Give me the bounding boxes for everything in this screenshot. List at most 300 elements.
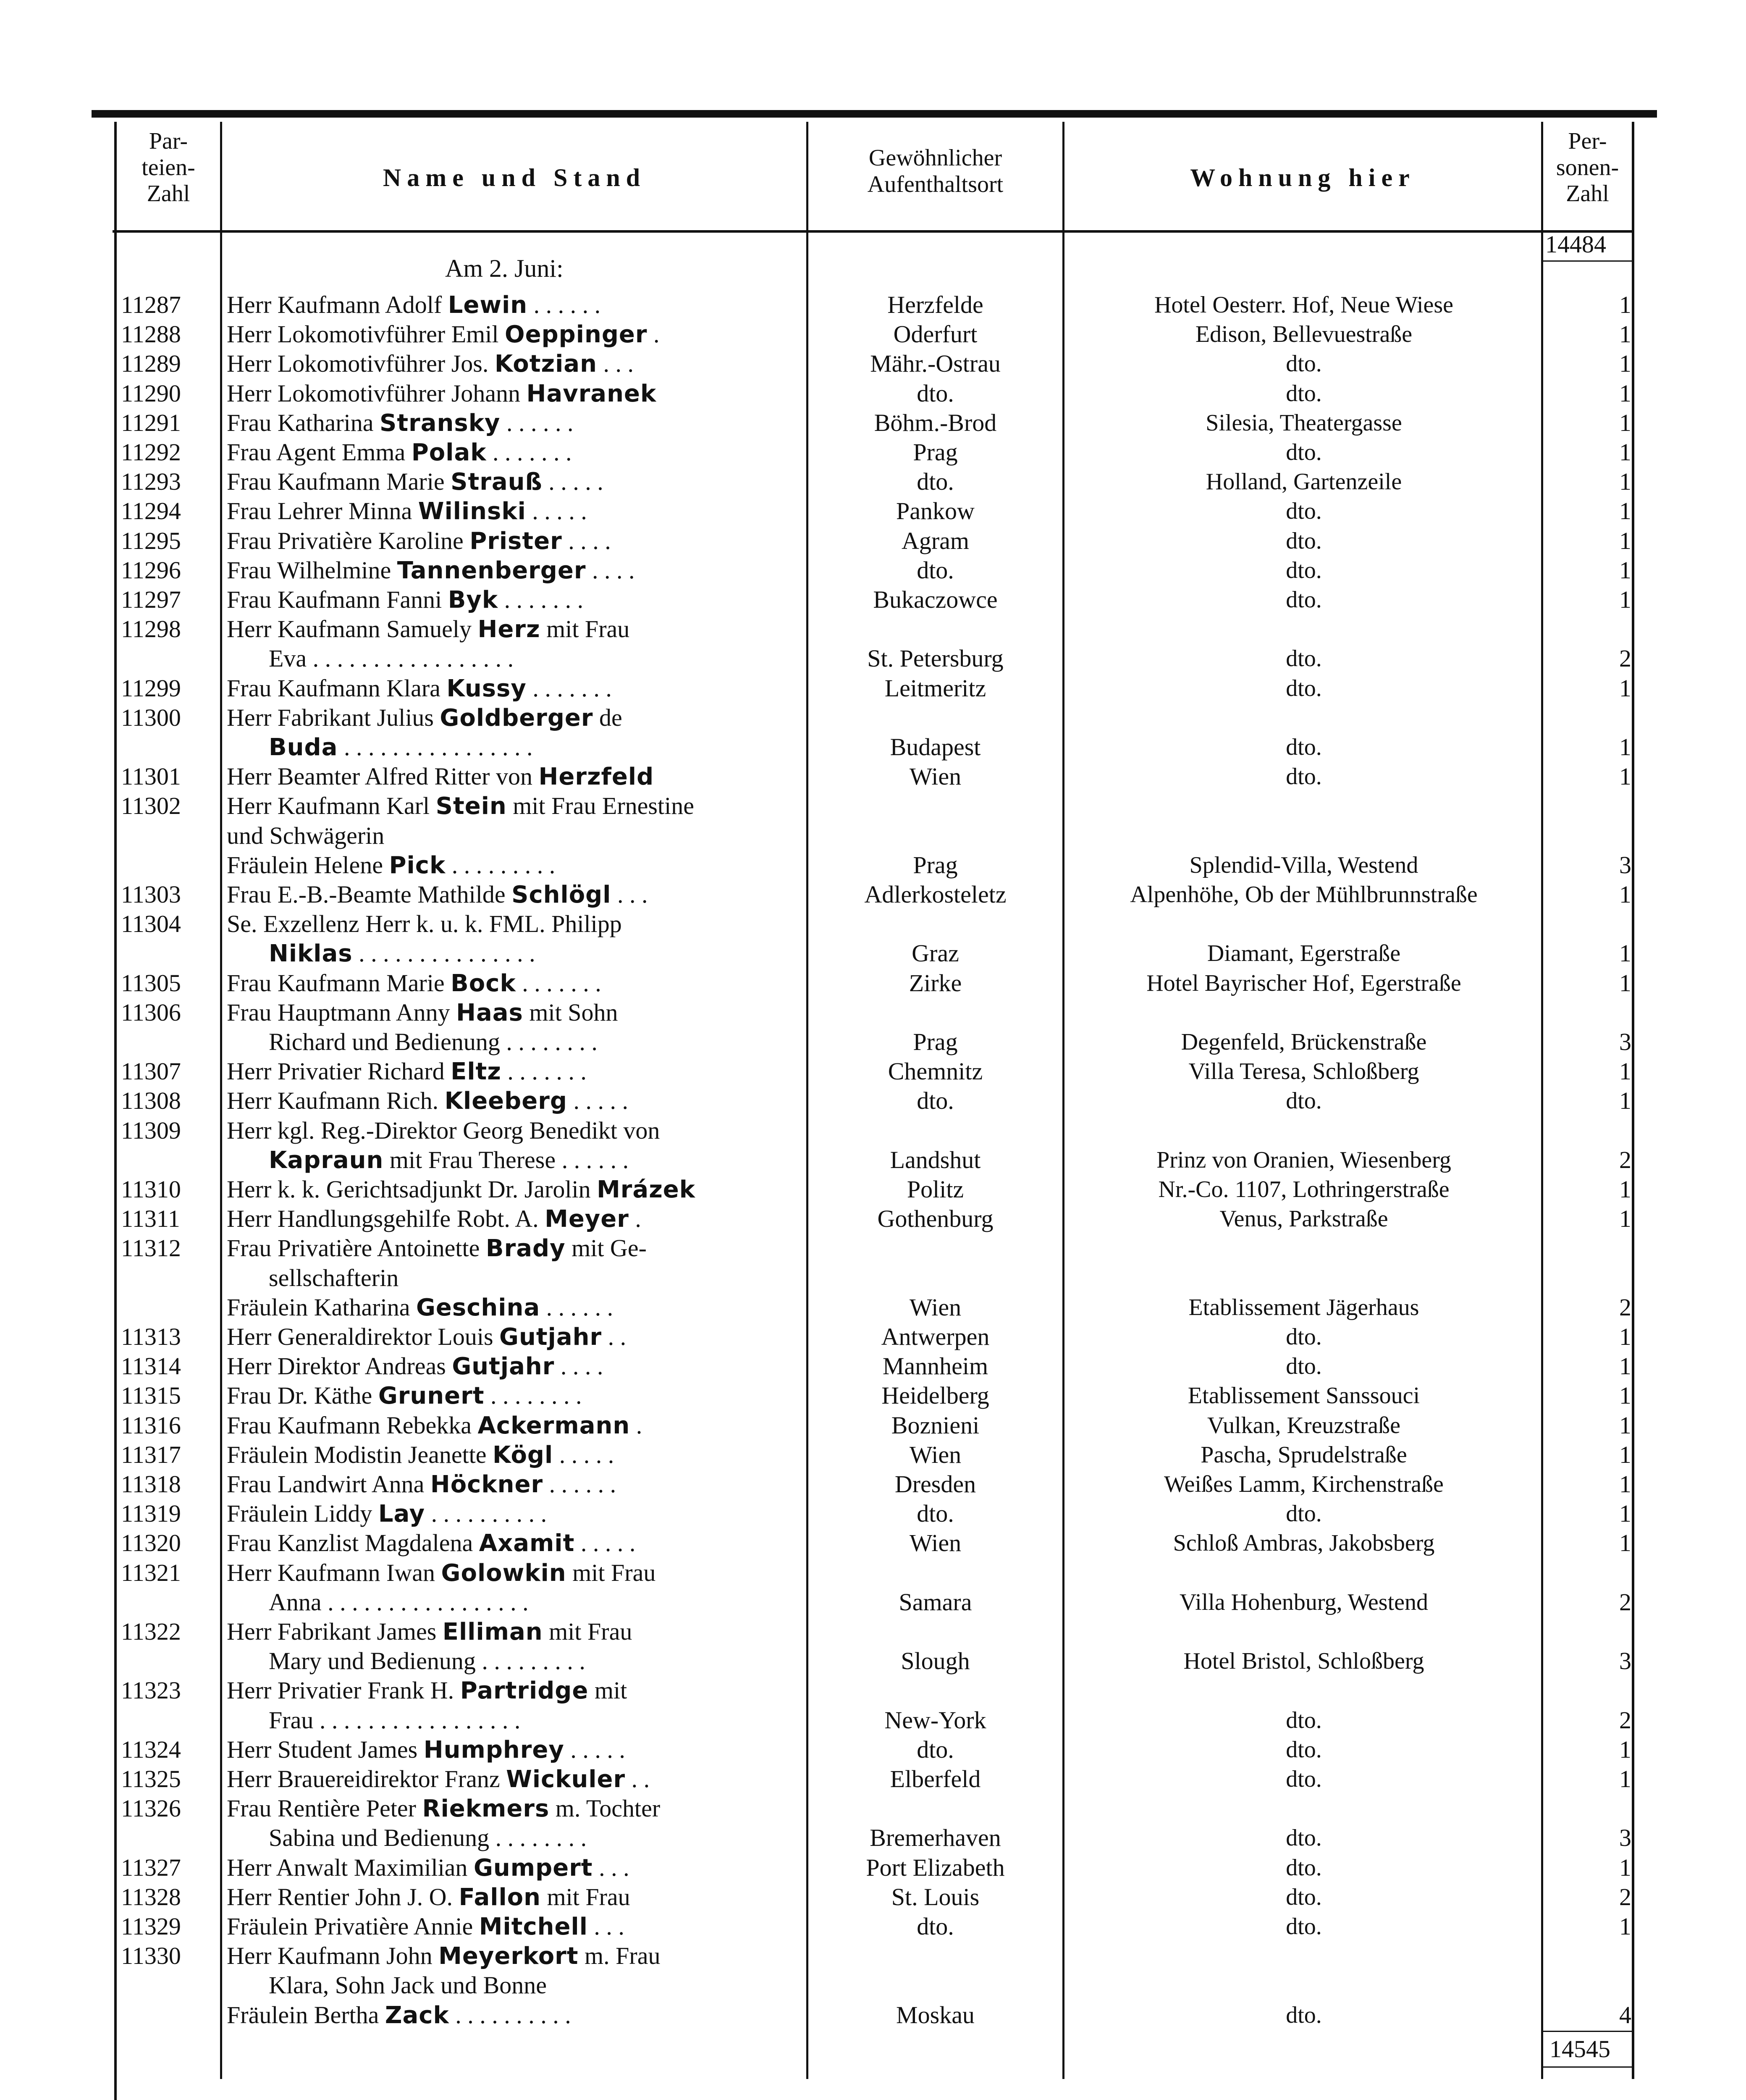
surname: Haas bbox=[456, 999, 523, 1026]
entry-text: Herr Privatier Richard bbox=[227, 1058, 451, 1085]
origin-place: Bremerhaven bbox=[870, 1824, 1001, 1852]
origin-place: Leitmeritz bbox=[884, 674, 986, 702]
entry-text: Frau Hauptmann Anny bbox=[227, 998, 456, 1026]
entry-name-line bbox=[227, 290, 802, 320]
lodging-place: Hotel Oesterr. Hof, Neue Wiese bbox=[1154, 292, 1454, 318]
entry-text: Herr Direktor Andreas bbox=[227, 1352, 452, 1380]
surname: Kussy bbox=[446, 675, 527, 702]
party-number: 11291 bbox=[121, 409, 181, 436]
entry-name-line bbox=[227, 1351, 802, 1382]
entry-name-line bbox=[227, 998, 802, 1028]
lodging-place: dto. bbox=[1286, 675, 1322, 701]
entry-text-suffix: . . . bbox=[597, 350, 634, 378]
entry-name-line bbox=[269, 1027, 802, 1057]
origin-place: dto. bbox=[917, 1087, 954, 1115]
entry-text: Herr Beamter Alfred Ritter von bbox=[227, 763, 539, 790]
surname: Niklas bbox=[269, 940, 353, 968]
party-number: 11324 bbox=[121, 1735, 181, 1763]
party-number: 11327 bbox=[121, 1853, 181, 1881]
surname: Byk bbox=[448, 586, 498, 614]
origin-place: Zirke bbox=[909, 969, 962, 997]
origin-place: Slough bbox=[901, 1647, 970, 1675]
lodging-place: Hotel Bayrischer Hof, Egerstraße bbox=[1146, 970, 1461, 996]
entry-name-line bbox=[227, 467, 802, 497]
origin-place: dto. bbox=[917, 1500, 954, 1528]
entry-text: Fräulein Modistin Jeanette bbox=[227, 1441, 493, 1468]
entry-text: Frau Kanzlist Magdalena bbox=[227, 1529, 479, 1557]
surname: Kapraun bbox=[269, 1146, 384, 1174]
entry-text: Fräulein Liddy bbox=[227, 1500, 378, 1528]
lodging-place: Etablissement Sanssouci bbox=[1188, 1383, 1420, 1409]
entry-name-line bbox=[227, 1853, 802, 1883]
lodging-place: Holland, Gartenzeile bbox=[1206, 469, 1402, 495]
origin-place: Prag bbox=[913, 438, 958, 466]
header-personen-zahl: Per- sonen- Zahl bbox=[1556, 128, 1619, 207]
party-number: 11296 bbox=[121, 556, 181, 584]
entry-text: Herr Fabrikant James bbox=[227, 1618, 443, 1645]
lodging-place: dto. bbox=[1286, 646, 1322, 672]
surname: Herz bbox=[477, 616, 540, 643]
party-number: 11298 bbox=[121, 615, 181, 643]
origin-place: Oderfurt bbox=[893, 320, 978, 348]
person-count: 1 bbox=[1619, 1352, 1631, 1380]
lodging-place: dto. bbox=[1286, 1736, 1322, 1763]
origin-place: Wien bbox=[909, 763, 962, 790]
person-count: 1 bbox=[1619, 969, 1631, 997]
carry-in-total: 14484 bbox=[1545, 231, 1606, 258]
lodging-place: Alpenhöhe, Ob der Mühlbrunnstraße bbox=[1130, 882, 1478, 908]
entry-text-suffix: . . . bbox=[592, 1853, 629, 1881]
entry-text: Mary und Bedienung . . . . . . . . . bbox=[269, 1647, 585, 1675]
person-count: 1 bbox=[1619, 881, 1631, 908]
origin-place: St. Petersburg bbox=[867, 645, 1004, 672]
entry-name-line bbox=[227, 555, 802, 586]
entry-text-suffix: . . . . . . bbox=[527, 291, 601, 318]
origin-place: dto. bbox=[917, 556, 954, 584]
entry-text: Frau Katharina bbox=[227, 409, 380, 436]
lodging-place: dto. bbox=[1286, 734, 1322, 760]
column-rule-left bbox=[114, 122, 117, 2100]
surname: Lewin bbox=[448, 291, 528, 319]
surname: Buda bbox=[269, 734, 338, 761]
entry-text-suffix: . bbox=[647, 320, 660, 348]
party-number: 11309 bbox=[121, 1116, 181, 1144]
lodging-place: Villa Teresa, Schloßberg bbox=[1188, 1058, 1419, 1085]
entry-text-suffix: . . . . bbox=[562, 527, 611, 554]
entry-name-line bbox=[269, 1145, 802, 1176]
header-aufenthaltsort: Gewöhnlicher Aufenthaltsort bbox=[867, 145, 1004, 197]
lodging-place: Diamant, Egerstraße bbox=[1207, 940, 1401, 967]
entry-text-suffix: . . . . . . . . . . . . . . . bbox=[352, 940, 535, 967]
person-count: 1 bbox=[1619, 1765, 1631, 1793]
entry-text-suffix: . . . . . bbox=[574, 1529, 636, 1557]
lodging-place: Venus, Parkstraße bbox=[1219, 1206, 1388, 1232]
person-count: 4 bbox=[1619, 2001, 1631, 2029]
person-count: 3 bbox=[1619, 1647, 1631, 1675]
entry-text: Herr kgl. Reg.-Direktor Georg Benedikt von bbox=[227, 1116, 660, 1144]
party-number: 11312 bbox=[121, 1234, 181, 1262]
entry-name-line bbox=[269, 1705, 802, 1735]
entry-text: Herr Student James bbox=[227, 1735, 424, 1763]
surname: Kögl bbox=[493, 1441, 553, 1469]
entry-text-suffix: m. Tochter bbox=[549, 1795, 661, 1822]
origin-place: Elberfeld bbox=[890, 1765, 981, 1793]
entry-text-suffix: . . . . . bbox=[567, 1087, 628, 1115]
person-count: 1 bbox=[1619, 1411, 1631, 1439]
person-count: 2 bbox=[1619, 645, 1631, 672]
party-number: 11319 bbox=[121, 1500, 181, 1528]
entry-name-line bbox=[227, 1764, 802, 1795]
origin-place: Wien bbox=[909, 1441, 962, 1468]
party-number: 11301 bbox=[121, 763, 181, 790]
entry-text: Eva . . . . . . . . . . . . . . . . . bbox=[269, 645, 514, 672]
origin-place: Agram bbox=[901, 527, 970, 554]
party-number: 11306 bbox=[121, 998, 181, 1026]
entry-text: Herr Kaufmann John bbox=[227, 1942, 439, 1970]
party-number: 11314 bbox=[121, 1352, 181, 1380]
entry-text: Frau Kaufmann Klara bbox=[227, 674, 447, 702]
entry-name-line bbox=[227, 1233, 802, 1264]
date-line: Am 2. Juni: bbox=[445, 255, 564, 282]
entry-name-line bbox=[227, 1116, 802, 1146]
party-number: 11288 bbox=[121, 320, 181, 348]
surname: Gumpert bbox=[473, 1854, 593, 1882]
entry-text-suffix: . . bbox=[625, 1765, 650, 1793]
origin-place: St. Louis bbox=[891, 1883, 980, 1911]
origin-place: dto. bbox=[917, 379, 954, 407]
surname: Riekmers bbox=[422, 1795, 550, 1823]
surname: Polak bbox=[411, 439, 487, 466]
entry-name-line bbox=[227, 1292, 802, 1323]
origin-place: Wien bbox=[909, 1293, 962, 1321]
origin-place: Politz bbox=[907, 1176, 964, 1203]
party-number: 11330 bbox=[121, 1942, 181, 1970]
entry-text: Richard und Bedienung . . . . . . . . bbox=[269, 1028, 598, 1055]
surname: Goldberger bbox=[440, 704, 593, 732]
surname: Höckner bbox=[430, 1471, 543, 1498]
lodging-place: dto. bbox=[1286, 2002, 1322, 2028]
entry-text: Herr Brauereidirektor Franz bbox=[227, 1765, 506, 1793]
party-number: 11297 bbox=[121, 586, 181, 613]
lodging-place: dto. bbox=[1286, 528, 1322, 554]
entry-text-suffix: mit Frau bbox=[541, 1883, 630, 1911]
entry-name-line bbox=[227, 2000, 802, 2031]
surname: Lay bbox=[378, 1500, 425, 1528]
entry-name-line bbox=[227, 1558, 802, 1588]
entry-text: und Schwägerin bbox=[227, 822, 385, 849]
party-number: 11295 bbox=[121, 527, 181, 554]
party-number: 11308 bbox=[121, 1087, 181, 1115]
entry-text: Herr Generaldirektor Louis bbox=[227, 1323, 500, 1350]
entry-name-line bbox=[227, 1617, 802, 1647]
entry-name-line bbox=[269, 1587, 802, 1617]
entry-text: Herr Fabrikant Julius bbox=[227, 704, 440, 731]
entry-text: sellschafterin bbox=[269, 1264, 399, 1292]
entry-text-suffix: . . . bbox=[611, 881, 648, 908]
entry-text: Herr Anwalt Maximilian bbox=[227, 1853, 474, 1881]
entry-text: Herr Lokomotivführer Jos. bbox=[227, 350, 495, 378]
entry-text-suffix: mit Frau Therese . . . . . . bbox=[383, 1146, 629, 1173]
surname: Golowkin bbox=[441, 1559, 566, 1587]
person-count: 1 bbox=[1619, 1087, 1631, 1115]
entry-name-line bbox=[227, 1381, 802, 1411]
person-count: 1 bbox=[1619, 1176, 1631, 1203]
person-count: 2 bbox=[1619, 1293, 1631, 1321]
party-number: 11318 bbox=[121, 1470, 181, 1498]
entry-text: Herr Kaufmann Karl bbox=[227, 792, 436, 820]
lodging-place: Vulkan, Kreuzstraße bbox=[1207, 1412, 1400, 1438]
person-count: 1 bbox=[1619, 1735, 1631, 1763]
entry-name-line bbox=[269, 1823, 802, 1853]
entry-text-suffix: . . . . . . . bbox=[501, 1058, 587, 1085]
entry-text: Herr Lokomotivführer Emil bbox=[227, 320, 505, 348]
origin-place: Boznieni bbox=[891, 1411, 980, 1439]
entry-name-line bbox=[227, 1735, 802, 1765]
person-count: 1 bbox=[1619, 674, 1631, 702]
lodging-place: dto. bbox=[1286, 1088, 1322, 1114]
surname: Ackermann bbox=[477, 1412, 630, 1439]
entry-name-line bbox=[227, 349, 802, 379]
entry-text: Frau Kaufmann Marie bbox=[227, 969, 451, 997]
entry-name-line bbox=[269, 1646, 802, 1676]
entry-text-suffix: . . . . . . . . bbox=[484, 1382, 582, 1410]
party-number: 11329 bbox=[121, 1913, 181, 1940]
person-count: 2 bbox=[1619, 1146, 1631, 1173]
surname: Fallon bbox=[459, 1883, 541, 1911]
party-number: 11325 bbox=[121, 1765, 181, 1793]
origin-place: Antwerpen bbox=[881, 1323, 990, 1350]
entry-text: Frau Privatière Karoline bbox=[227, 527, 470, 554]
party-number: 11289 bbox=[121, 350, 181, 378]
entry-text: Herr k. k. Gerichtsadjunkt Dr. Jarolin bbox=[227, 1176, 597, 1203]
entry-text: Herr Rentier John J. O. bbox=[227, 1883, 459, 1911]
entry-text-suffix: . . . . . bbox=[564, 1735, 625, 1763]
surname: Humphrey bbox=[423, 1736, 564, 1764]
entry-text: Frau . . . . . . . . . . . . . . . . . bbox=[269, 1706, 521, 1734]
entry-name-line bbox=[227, 791, 802, 822]
entry-text: Frau Dr. Käthe bbox=[227, 1382, 378, 1410]
lodging-place: dto. bbox=[1286, 439, 1322, 465]
person-count: 1 bbox=[1619, 1500, 1631, 1528]
entry-text-suffix: . . . . . . . . . . bbox=[449, 2001, 571, 2029]
person-count: 1 bbox=[1619, 763, 1631, 790]
surname: Mitchell bbox=[479, 1913, 588, 1940]
entry-text-suffix: . . . . bbox=[554, 1352, 603, 1380]
entry-text: Frau Kaufmann Marie bbox=[227, 468, 451, 496]
origin-place: Heidelberg bbox=[881, 1382, 989, 1410]
surname: Pick bbox=[389, 851, 446, 879]
entry-text-suffix: . bbox=[630, 1411, 642, 1439]
surname: Geschina bbox=[416, 1294, 540, 1321]
entry-name-line bbox=[227, 1793, 802, 1824]
entry-name-line bbox=[227, 761, 802, 792]
person-count: 2 bbox=[1619, 1588, 1631, 1616]
entry-text-suffix: . . . . . . . . . bbox=[446, 851, 556, 879]
entry-text-suffix: . . . . . . bbox=[500, 409, 574, 436]
person-count: 1 bbox=[1619, 527, 1631, 554]
person-count: 1 bbox=[1619, 1529, 1631, 1557]
lodging-place: dto. bbox=[1286, 1854, 1322, 1881]
header-name-und-stand: Name und Stand bbox=[383, 164, 646, 192]
carry-out-rule bbox=[1543, 2031, 1633, 2032]
person-count: 1 bbox=[1619, 350, 1631, 378]
lodging-place: Pascha, Sprudelstraße bbox=[1201, 1441, 1407, 1468]
surname: Kleeberg bbox=[444, 1087, 567, 1115]
lodging-place: Villa Hohenburg, Westend bbox=[1180, 1589, 1428, 1615]
entry-name-line bbox=[227, 1911, 802, 1942]
header-bottom-rule bbox=[113, 230, 1633, 233]
origin-place: Prag bbox=[913, 851, 958, 879]
origin-place: Pankow bbox=[896, 497, 975, 525]
person-count: 1 bbox=[1619, 733, 1631, 761]
surname: Stransky bbox=[379, 409, 501, 437]
surname: Oeppinger bbox=[505, 321, 648, 349]
lodging-place: Prinz von Oranien, Wiesenberg bbox=[1156, 1147, 1451, 1173]
entry-text: Sabina und Bedienung . . . . . . . . bbox=[269, 1824, 587, 1852]
party-number: 11321 bbox=[121, 1559, 181, 1586]
surname: Herzfeld bbox=[538, 763, 654, 791]
origin-place: Port Elizabeth bbox=[866, 1853, 1005, 1881]
entry-text-suffix: . . . . . . . bbox=[516, 969, 601, 997]
lodging-place: Silesia, Theatergasse bbox=[1206, 410, 1402, 436]
entry-name-line bbox=[227, 585, 802, 615]
entry-text: Herr Kaufmann Rich. bbox=[227, 1087, 445, 1115]
surname: Elliman bbox=[442, 1618, 543, 1646]
person-count: 1 bbox=[1619, 409, 1631, 436]
entry-name-line bbox=[227, 1086, 802, 1116]
entry-text-suffix: m. Frau bbox=[578, 1942, 661, 1970]
person-count: 1 bbox=[1619, 291, 1631, 318]
carry-out-total: 14545 bbox=[1549, 2035, 1610, 2063]
surname: Meyer bbox=[545, 1205, 629, 1233]
column-rule-right bbox=[1632, 122, 1634, 2079]
header-parteien-zahl: Par- teien- Zahl bbox=[142, 128, 195, 207]
entry-text-suffix: . . . . . bbox=[542, 468, 603, 496]
person-count: 1 bbox=[1619, 1205, 1631, 1233]
entry-name-line bbox=[227, 673, 802, 704]
person-count: 1 bbox=[1619, 468, 1631, 496]
entry-text: Klara, Sohn Jack und Bonne bbox=[269, 1971, 547, 1999]
party-number: 11294 bbox=[121, 497, 181, 525]
surname: Axamit bbox=[479, 1530, 575, 1557]
lodging-place: dto. bbox=[1286, 351, 1322, 377]
party-number: 11316 bbox=[121, 1411, 181, 1439]
lodging-place: Splendid-Villa, Westend bbox=[1189, 852, 1418, 878]
lodging-place: dto. bbox=[1286, 1324, 1322, 1350]
party-number: 11304 bbox=[121, 910, 181, 938]
entry-name-line bbox=[227, 526, 802, 556]
person-count: 2 bbox=[1619, 1706, 1631, 1734]
party-number: 11311 bbox=[121, 1205, 180, 1233]
surname: Stein bbox=[435, 793, 507, 820]
entry-name-line bbox=[227, 1882, 802, 1913]
entry-text: Fräulein Katharina bbox=[227, 1293, 416, 1321]
entry-text: Herr Kaufmann Samuely bbox=[227, 615, 478, 643]
origin-place: Budapest bbox=[890, 733, 981, 761]
entry-text: Herr Handlungsgehilfe Robt. A. bbox=[227, 1205, 545, 1233]
entry-name-line bbox=[227, 378, 802, 409]
entry-text-suffix: . . bbox=[602, 1323, 627, 1350]
person-count: 3 bbox=[1619, 851, 1631, 879]
party-number: 11317 bbox=[121, 1441, 181, 1468]
lodging-place: dto. bbox=[1286, 1766, 1322, 1792]
entry-text-suffix: mit Frau bbox=[543, 1618, 632, 1645]
surname: Eltz bbox=[451, 1058, 501, 1086]
entry-text-suffix: de bbox=[593, 704, 622, 731]
party-number: 11310 bbox=[121, 1176, 181, 1203]
entry-name-line bbox=[227, 1469, 802, 1500]
origin-place: Dresden bbox=[894, 1470, 976, 1498]
party-number: 11315 bbox=[121, 1382, 181, 1410]
person-count: 1 bbox=[1619, 320, 1631, 348]
entry-text-suffix: mit bbox=[588, 1677, 627, 1704]
surname: Schlögl bbox=[511, 881, 611, 908]
entry-text: Fräulein Privatière Annie bbox=[227, 1913, 479, 1940]
party-number: 11300 bbox=[121, 704, 181, 731]
origin-place: Moskau bbox=[896, 2001, 975, 2029]
entry-text-suffix: mit Frau Ernestine bbox=[506, 792, 694, 820]
party-number: 11322 bbox=[121, 1618, 181, 1645]
entry-text: Anna . . . . . . . . . . . . . . . . . bbox=[269, 1588, 529, 1616]
entry-name-line bbox=[227, 821, 802, 851]
lodging-place: Hotel Bristol, Schloßberg bbox=[1183, 1648, 1424, 1675]
origin-place: Herzfelde bbox=[887, 291, 983, 318]
lodging-place: Edison, Bellevuestraße bbox=[1195, 321, 1413, 348]
entry-text: Herr Privatier Frank H. bbox=[227, 1677, 460, 1704]
entry-name-line bbox=[227, 1528, 802, 1559]
entry-name-line bbox=[227, 879, 802, 910]
party-number: 11299 bbox=[121, 674, 181, 702]
surname: Prister bbox=[469, 527, 562, 555]
person-count: 1 bbox=[1619, 497, 1631, 525]
entry-name-line bbox=[227, 1941, 802, 1971]
entry-name-line bbox=[227, 614, 802, 645]
entry-name-line bbox=[227, 1410, 802, 1441]
carry-out-rule-bottom bbox=[1543, 2066, 1633, 2068]
party-number: 11292 bbox=[121, 438, 181, 466]
party-number: 11290 bbox=[121, 379, 181, 407]
surname: Mrázek bbox=[597, 1176, 696, 1203]
origin-place: New-York bbox=[884, 1706, 986, 1734]
origin-place: Wien bbox=[909, 1529, 962, 1557]
header-wohnung-hier: Wohnung hier bbox=[1190, 164, 1416, 192]
lodging-place: dto. bbox=[1286, 498, 1322, 525]
person-count: 1 bbox=[1619, 586, 1631, 613]
entry-text: Herr Kaufmann Iwan bbox=[227, 1559, 441, 1586]
origin-place: dto. bbox=[917, 1913, 954, 1940]
lodging-place: dto. bbox=[1286, 1914, 1322, 1940]
party-number: 11313 bbox=[121, 1323, 181, 1350]
surname: Gutjahr bbox=[452, 1353, 555, 1381]
entry-name-line bbox=[227, 968, 802, 999]
entry-name-line bbox=[269, 938, 802, 969]
entry-name-line bbox=[227, 850, 802, 881]
person-count: 1 bbox=[1619, 1382, 1631, 1410]
lodging-place: Weißes Lamm, Kirchenstraße bbox=[1164, 1471, 1444, 1497]
entry-text-suffix: mit Frau bbox=[566, 1559, 656, 1586]
lodging-place: dto. bbox=[1286, 1353, 1322, 1380]
person-count: 2 bbox=[1619, 1883, 1631, 1911]
entry-name-line bbox=[227, 1499, 802, 1529]
lodging-place: dto. bbox=[1286, 380, 1322, 407]
surname: Strauß bbox=[451, 468, 543, 496]
entry-name-line bbox=[227, 1322, 802, 1352]
origin-place: Mannheim bbox=[882, 1352, 988, 1380]
lodging-place: Etablissement Jägerhaus bbox=[1188, 1294, 1419, 1320]
top-border-rule bbox=[92, 110, 1657, 118]
entry-text: Frau E.-B.-Beamte Mathilde bbox=[227, 881, 512, 908]
entry-text: Se. Exzellenz Herr k. u. k. FML. Philipp bbox=[227, 910, 622, 938]
